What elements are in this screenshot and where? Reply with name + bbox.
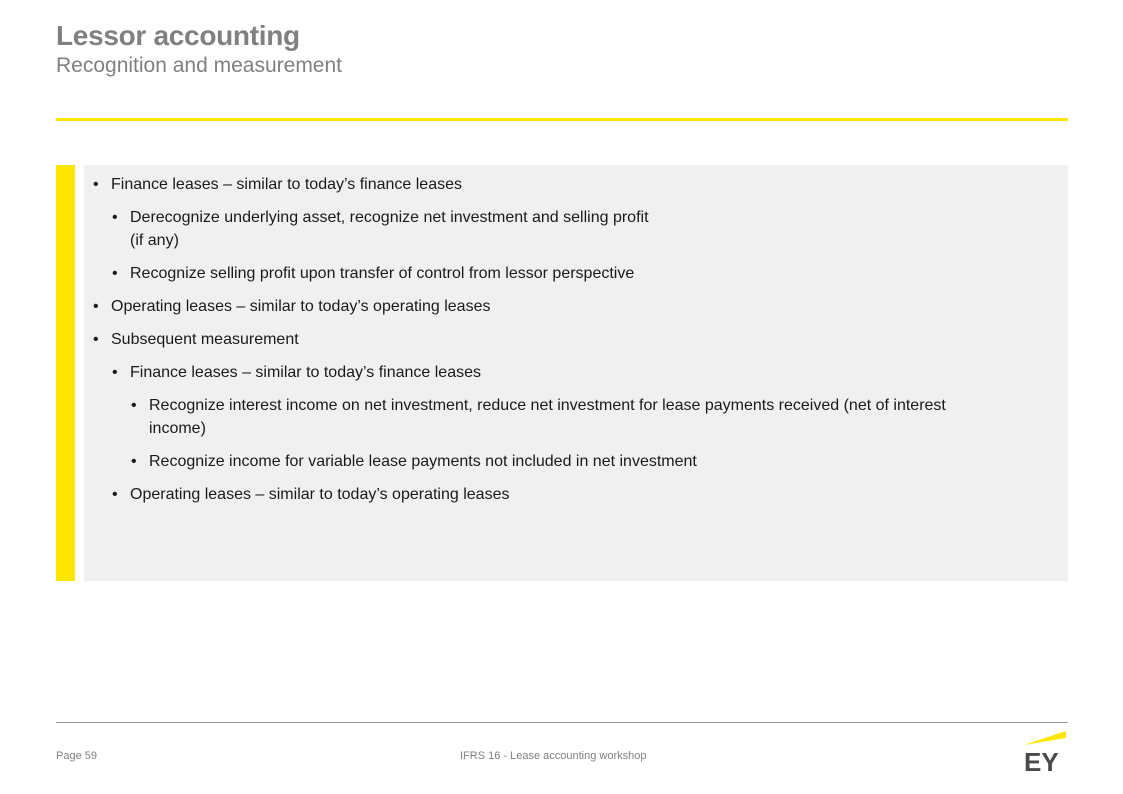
list-item-text: Recognize income for variable lease payments not included in net investment	[149, 453, 697, 470]
ey-logo-text: EY	[1024, 747, 1059, 774]
bullet-icon: •	[112, 265, 118, 282]
page-subtitle: Recognition and measurement	[56, 54, 343, 77]
footer-caption: IFRS 16 - Lease accounting workshop	[460, 750, 647, 762]
list-item-text: Finance leases – similar to today’s finance leases	[111, 176, 462, 193]
list-item-text: Operating leases – similar to today’s operating leases	[111, 298, 491, 315]
bullet-icon: •	[131, 453, 137, 470]
list-item	[112, 361, 481, 384]
bullet-icon: •	[112, 209, 118, 226]
bullet-icon: •	[93, 176, 99, 193]
page-number: Page 59	[56, 750, 97, 762]
list-item	[93, 295, 491, 318]
accent-bar	[56, 165, 75, 581]
title-divider	[56, 118, 1068, 121]
list-item	[131, 394, 946, 440]
ey-logo-beam	[1024, 731, 1066, 745]
bullet-icon: •	[93, 298, 99, 315]
bullet-icon: •	[131, 397, 137, 414]
list-item-text: Subsequent measurement	[111, 331, 299, 348]
list-item-text-continued: (if any)	[130, 232, 179, 249]
list-item-text: Recognize selling profit upon transfer of control from lessor perspective	[130, 265, 635, 282]
list-item	[112, 262, 635, 285]
list-item-text: Finance leases – similar to today’s finance leases	[130, 364, 481, 381]
list-item	[93, 173, 462, 196]
list-item	[93, 328, 299, 351]
bullet-icon: •	[93, 331, 99, 348]
bullet-icon: •	[112, 364, 118, 381]
list-item-text-continued: income)	[149, 420, 206, 437]
list-item	[131, 450, 697, 473]
list-item	[112, 483, 510, 506]
ey-logo-icon	[1022, 728, 1068, 774]
list-item-text: Operating leases – similar to today’s operating leases	[130, 486, 510, 503]
list-item	[112, 206, 649, 252]
bullet-icon: •	[112, 486, 118, 503]
list-item-text: Derecognize underlying asset, recognize net investment and selling profit	[130, 209, 649, 226]
footer-divider	[56, 722, 1068, 723]
page-title: Lessor accounting	[56, 20, 300, 51]
list-item-text: Recognize interest income on net investment, reduce net investment for lease payments received (net of interest	[149, 397, 946, 414]
content-panel	[84, 165, 1068, 581]
